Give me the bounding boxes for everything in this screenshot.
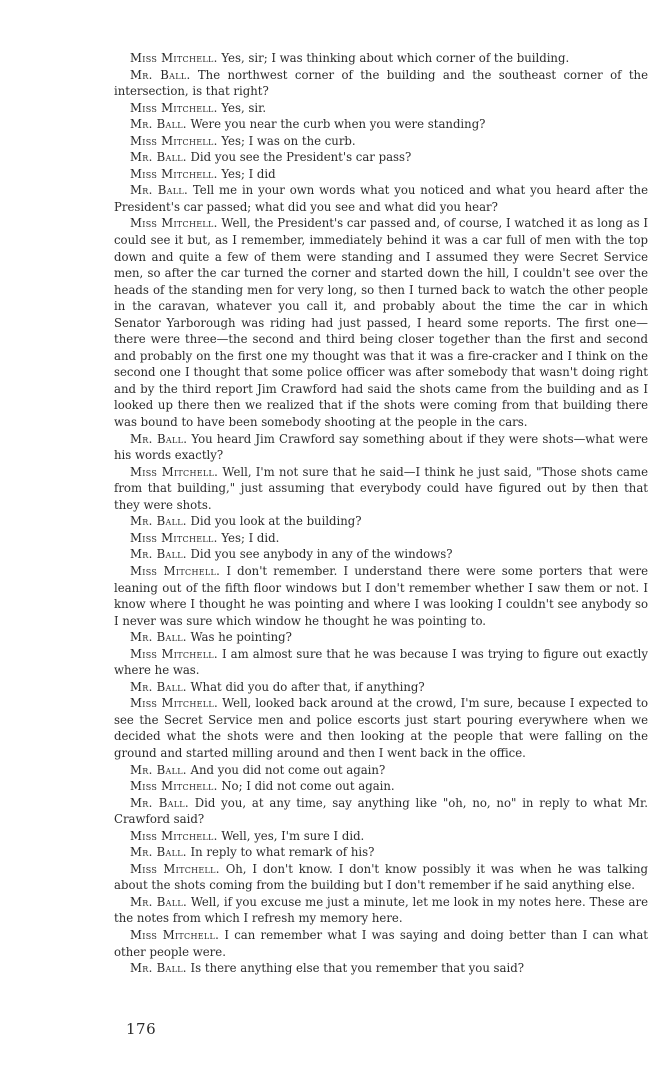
speaker-label: Mr. Ball.	[130, 431, 188, 446]
utterance-text: Did you see the President's car pass?	[190, 150, 412, 165]
transcript-body	[114, 50, 648, 977]
utterance-text: And you did not come out again?	[190, 762, 386, 777]
speaker-label: Mr. Ball.	[130, 795, 189, 810]
speaker-label: Miss Mitchell.	[130, 646, 218, 661]
utterance-text: Did you, at any time, say anything like "oh, no, no" in reply to what Mr. Crawford said?	[114, 795, 648, 827]
speaker-label: Miss Mitchell.	[130, 696, 218, 711]
speaker-label: Miss Mitchell.	[130, 100, 218, 115]
transcript-paragraph	[114, 149, 648, 166]
speaker-label: Mr. Ball.	[130, 183, 188, 198]
speaker-label: Mr. Ball.	[130, 547, 187, 562]
speaker-label: Mr. Ball.	[130, 514, 187, 529]
utterance-text: Well, if you excuse me just a minute, let me look in my notes here. These are the notes from which I refresh my memory here.	[114, 894, 649, 926]
utterance-text: Oh, I don't know. I don't know possibly it was when he was talking about the shots coming from the building but I don't remember if he said anything else.	[114, 861, 649, 893]
transcript-paragraph	[114, 546, 648, 563]
utterance-text: Were you near the curb when you were standing?	[190, 117, 486, 132]
transcript-paragraph	[114, 762, 648, 779]
speaker-label: Miss Mitchell.	[130, 166, 218, 181]
transcript-paragraph	[114, 695, 648, 761]
transcript-paragraph	[114, 513, 648, 530]
utterance-text: Did you see anybody in any of the windows?	[190, 547, 453, 562]
transcript-paragraph	[114, 894, 648, 927]
utterance-text: Tell me in your own words what you noticed and what you heard after the President's car passed; what did you see and what did you hear?	[114, 183, 648, 214]
transcript-paragraph	[114, 67, 648, 100]
utterance-text: Yes; I was on the curb.	[221, 133, 356, 148]
speaker-label: Miss Mitchell.	[130, 861, 220, 876]
utterance-text: Yes, sir; I was thinking about which corner of the building.	[221, 51, 570, 65]
speaker-label: Mr. Ball.	[130, 679, 187, 694]
speaker-label: Mr. Ball.	[130, 630, 187, 645]
utterance-text: In reply to what remark of his?	[190, 845, 375, 860]
transcript-paragraph	[114, 629, 648, 646]
utterance-text: Is there anything else that you remember that you said?	[190, 961, 525, 976]
transcript-paragraph	[114, 464, 648, 514]
utterance-text: Yes, sir.	[221, 100, 267, 115]
utterance-text: I am almost sure that he was because I was trying to figure out exactly where he was.	[114, 646, 649, 678]
transcript-paragraph	[114, 166, 648, 183]
speaker-label: Miss Mitchell.	[130, 563, 221, 578]
utterance-text: I can remember what I was saying and doing better than I can what other people were.	[114, 927, 649, 959]
utterance-text: You heard Jim Crawford say something about if they were shots—what were his words exactly?	[114, 431, 649, 463]
transcript-paragraph	[114, 182, 648, 215]
transcript-paragraph	[114, 530, 648, 547]
transcript-paragraph	[114, 646, 648, 679]
speaker-label: Miss Mitchell.	[130, 464, 219, 479]
utterance-text: What did you do after that, if anything?	[190, 679, 425, 694]
speaker-label: Miss Mitchell.	[130, 927, 220, 942]
transcript-paragraph	[114, 116, 648, 133]
transcript-paragraph	[114, 795, 648, 828]
transcript-paragraph	[114, 778, 648, 795]
transcript-paragraph	[114, 431, 648, 464]
utterance-text: The northwest corner of the building and the southeast corner of the intersection, is that right?	[114, 67, 648, 99]
transcript-paragraph	[114, 50, 648, 67]
utterance-text: Did you look at the building?	[190, 514, 362, 529]
utterance-text: No; I did not come out again.	[221, 779, 395, 794]
transcript-paragraph	[114, 960, 648, 977]
transcript-paragraph	[114, 215, 648, 430]
transcript-paragraph	[114, 563, 648, 629]
speaker-label: Mr. Ball.	[130, 67, 191, 82]
speaker-label: Mr. Ball.	[130, 117, 187, 132]
speaker-label: Mr. Ball.	[130, 894, 187, 909]
speaker-label: Mr. Ball.	[130, 845, 187, 860]
transcript-paragraph	[114, 861, 648, 894]
transcript-paragraph	[114, 927, 648, 960]
utterance-text: Yes; I did	[221, 166, 276, 181]
transcript-paragraph	[114, 100, 648, 117]
speaker-label: Miss Mitchell.	[130, 133, 218, 148]
speaker-label: Mr. Ball.	[130, 150, 187, 165]
transcript-paragraph	[114, 844, 648, 861]
speaker-label: Miss Mitchell.	[130, 216, 218, 231]
utterance-text: I don't remember. I understand there were some porters that were leaning out of the fifth floor windows but I don't remember whether I saw them or not. I know where I thought he was pointing and where I was looking I couldn't see anybody so I never was sure which window he thought he was pointing to.	[114, 563, 649, 628]
transcript-paragraph	[114, 133, 648, 150]
utterance-text: Well, the President's car passed and, of course, I watched it as long as I could see it but, as I remember, immediately behind it was a car full of men with the top down and quite a few of them were standing and I assumed they were Secret Service men, so after the car turned the corner and started down the hill, I couldn't see over the heads of the standing men for very long, so then I turned back to watch the other people in the caravan, whatever you call it, and probably about the time the car in which Senator Yarborough was riding had just passed, I heard some reports. The first one—there were three—the second and third being closer together than the first and second and probably on the first one my thought was that it was a fire-cracker and I think on the second one I thought that some police officer was after somebody that wasn't doing right and by the third report Jim Crawford had said the shots came from the building and as I looked up there then we realized that if the shots were coming from that building there was bound to have been somebody shooting at the people in the cars.	[114, 216, 649, 430]
speaker-label: Miss Mitchell.	[130, 51, 218, 65]
transcript-paragraph	[114, 828, 648, 845]
utterance-text: Well, yes, I'm sure I did.	[221, 828, 365, 843]
transcript-paragraph	[114, 679, 648, 696]
utterance-text: Well, I'm not sure that he said—I think he just said, "Those shots came from that building," just assuming that everybody could have figured out by then that they were shots.	[114, 464, 648, 512]
speaker-label: Miss Mitchell.	[130, 530, 218, 545]
speaker-label: Miss Mitchell.	[130, 779, 218, 794]
utterance-text: Well, looked back around at the crowd, I'm sure, because I expected to see the Secret Service men and police escorts just start pouring everywhere when we decided what the shots were and then looking at the people that were falling on the ground and started milling around and then I went back in the office.	[114, 696, 649, 760]
speaker-label: Miss Mitchell.	[130, 828, 218, 843]
page-number: 176	[126, 1020, 157, 1038]
speaker-label: Mr. Ball.	[130, 961, 187, 976]
speaker-label: Mr. Ball.	[130, 762, 187, 777]
utterance-text: Was he pointing?	[190, 630, 292, 645]
utterance-text: Yes; I did.	[221, 530, 280, 545]
